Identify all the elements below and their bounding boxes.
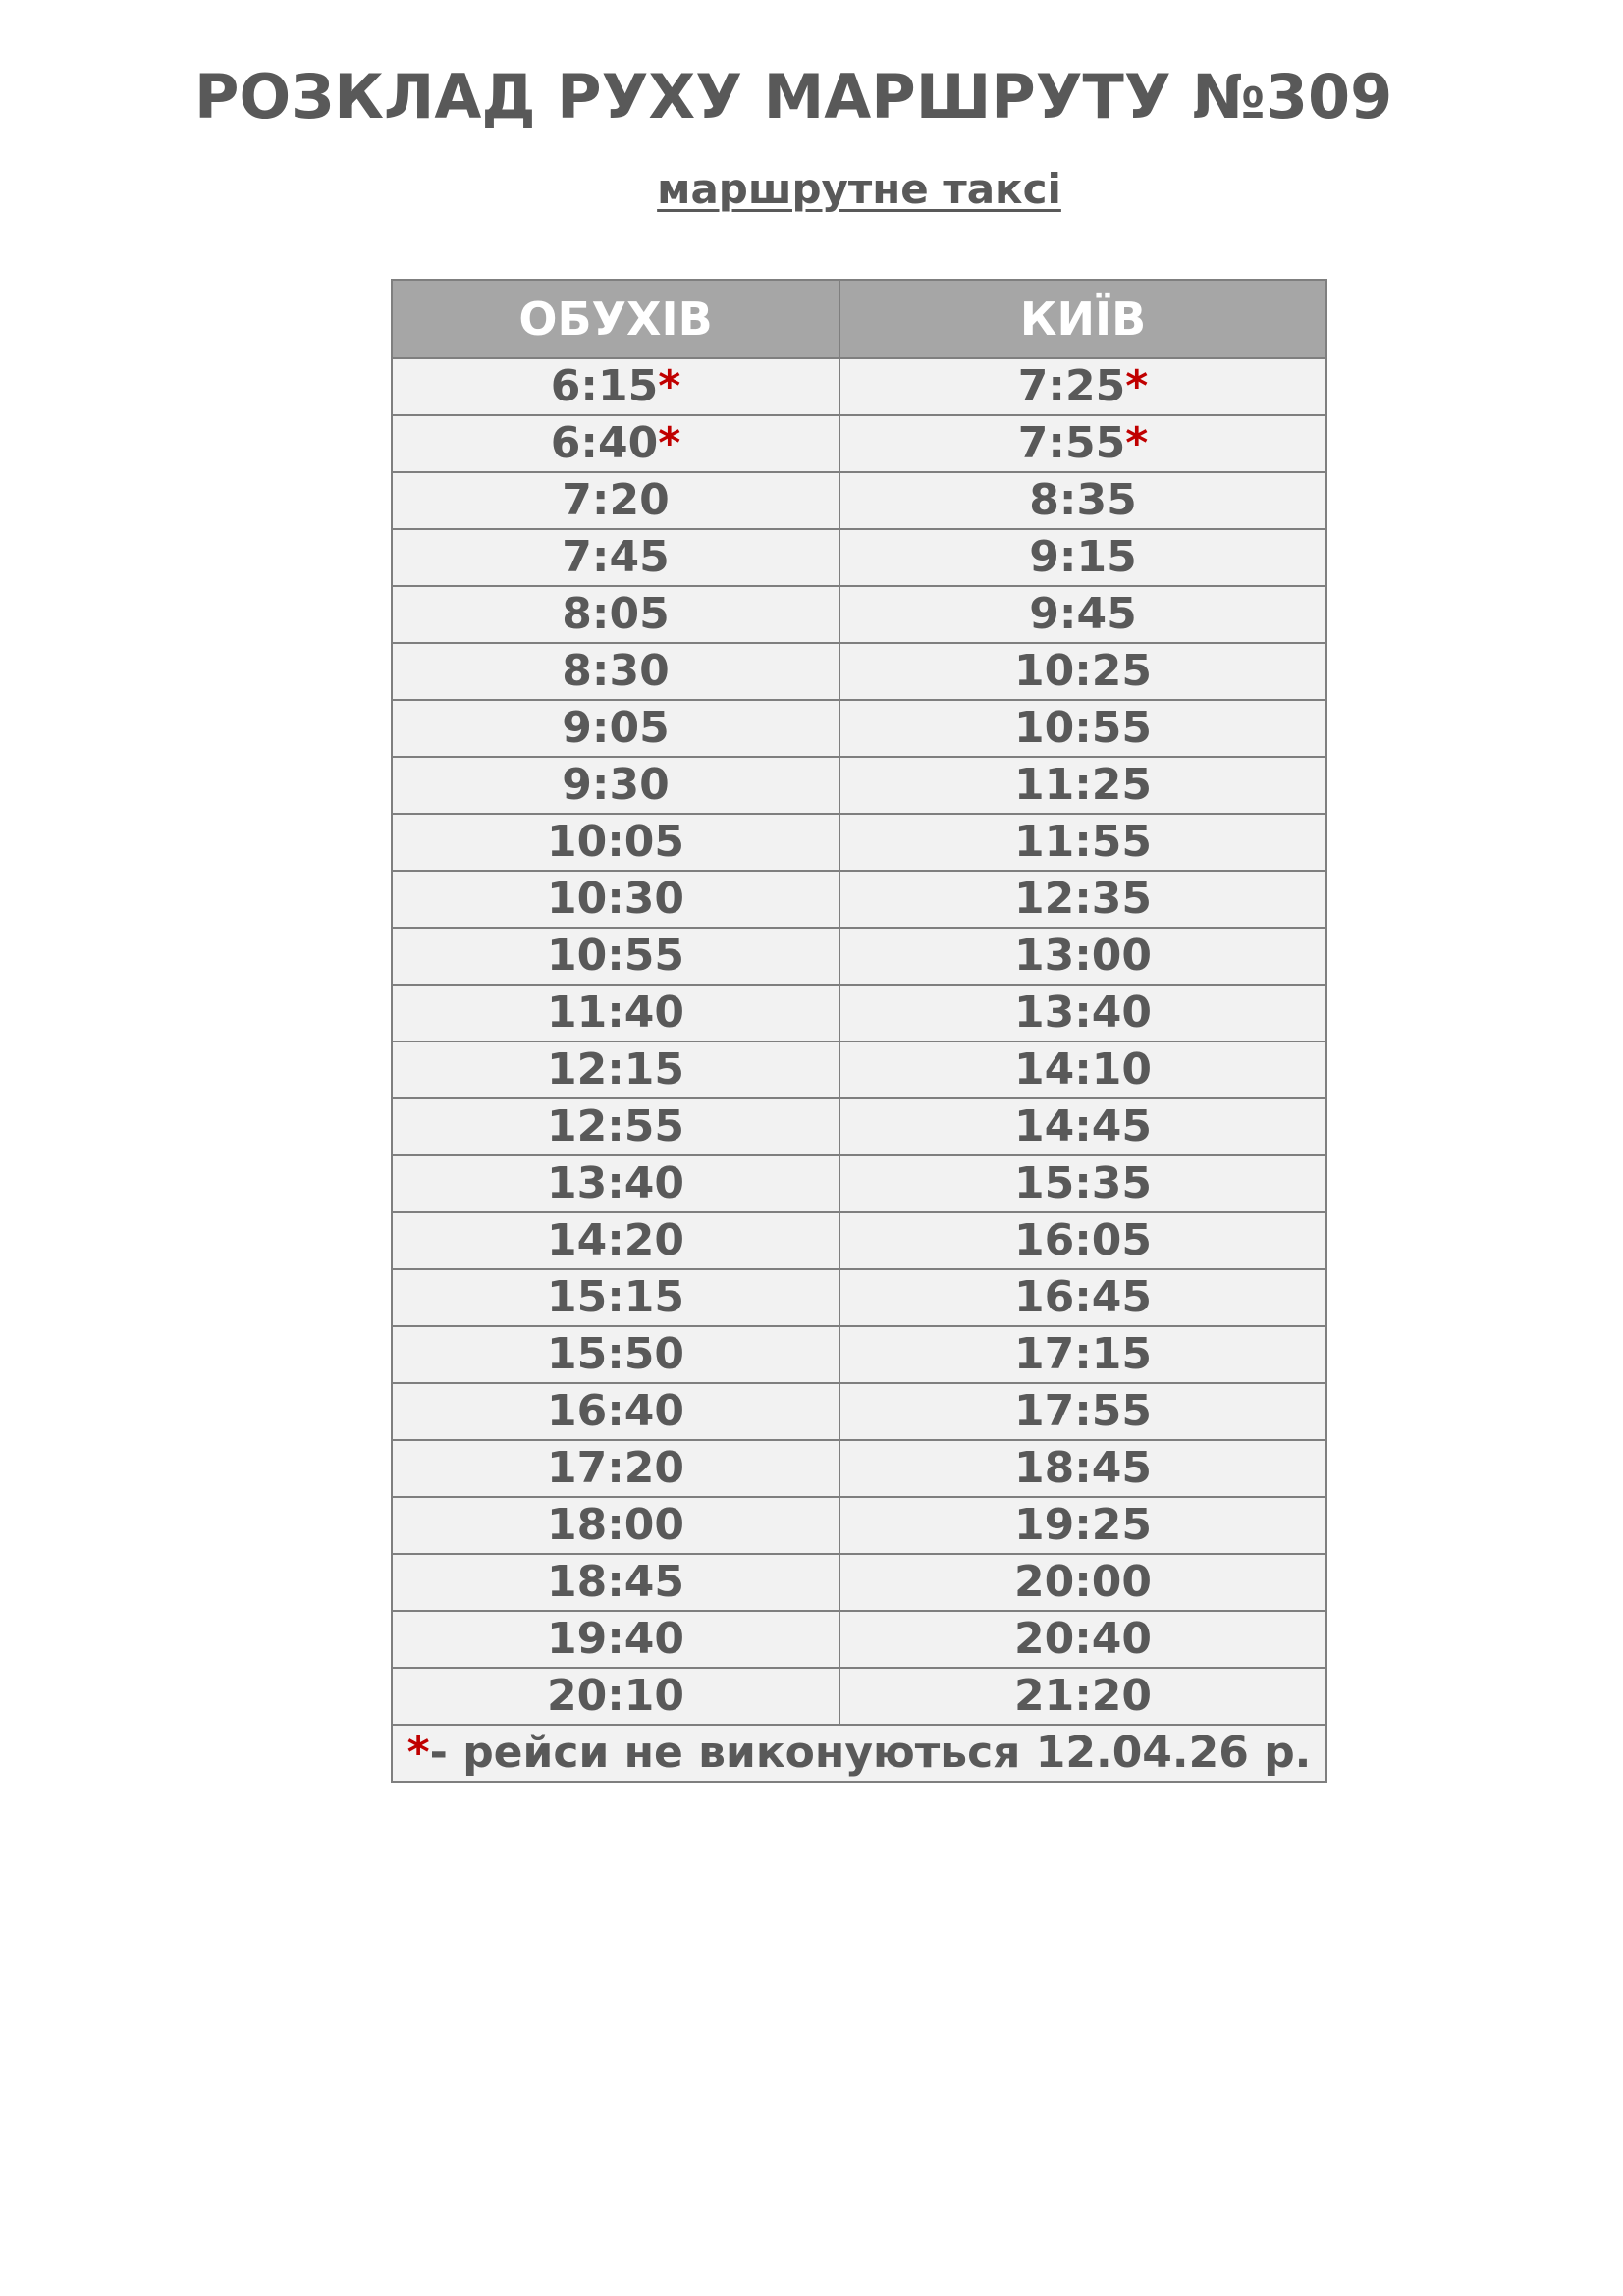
table-row xyxy=(392,1497,1326,1554)
table-row xyxy=(392,814,1326,871)
departure-kyiv-mark: * xyxy=(1125,361,1149,411)
departure-kyiv-cell xyxy=(839,814,1326,871)
departure-obukhiv-cell xyxy=(392,1041,839,1098)
departure-kyiv-time: 16:45 xyxy=(1013,1272,1153,1322)
departure-obukhiv-mark: * xyxy=(658,361,681,411)
departure-obukhiv-time: 16:40 xyxy=(546,1386,685,1436)
departure-obukhiv-time: 18:00 xyxy=(546,1500,685,1550)
table-row xyxy=(392,1554,1326,1611)
departure-kyiv-time: 20:00 xyxy=(1013,1557,1153,1607)
table-row xyxy=(392,700,1326,757)
departure-obukhiv-time: 20:10 xyxy=(546,1671,685,1721)
departure-obukhiv-cell xyxy=(392,1155,839,1212)
departure-obukhiv-cell xyxy=(392,871,839,928)
departure-kyiv-time: 16:05 xyxy=(1013,1215,1153,1265)
departure-obukhiv-time: 10:30 xyxy=(546,874,685,924)
departure-kyiv-cell xyxy=(839,1554,1326,1611)
departure-kyiv-cell xyxy=(839,871,1326,928)
departure-obukhiv-cell xyxy=(392,1440,839,1497)
departure-obukhiv-time: 8:30 xyxy=(562,646,670,696)
table-row xyxy=(392,985,1326,1041)
table-row xyxy=(392,1155,1326,1212)
departure-obukhiv-cell xyxy=(392,529,839,586)
departure-obukhiv-cell xyxy=(392,1611,839,1668)
departure-obukhiv-cell xyxy=(392,1269,839,1326)
departure-obukhiv-time: 15:50 xyxy=(546,1329,685,1379)
departure-kyiv-time: 15:35 xyxy=(1013,1158,1153,1208)
departure-kyiv-cell xyxy=(839,1098,1326,1155)
departure-kyiv-cell xyxy=(839,1611,1326,1668)
departure-obukhiv-time: 13:40 xyxy=(546,1158,685,1208)
departure-obukhiv-time: 11:40 xyxy=(546,988,685,1038)
departure-obukhiv-time: 15:15 xyxy=(546,1272,685,1322)
departure-kyiv-cell xyxy=(839,1041,1326,1098)
table-row xyxy=(392,586,1326,643)
departure-kyiv-cell xyxy=(839,643,1326,700)
table-row xyxy=(392,1326,1326,1383)
departure-kyiv-time: 9:15 xyxy=(1029,532,1137,582)
departure-obukhiv-cell xyxy=(392,928,839,985)
footnote-mark: * xyxy=(406,1728,430,1778)
departure-kyiv-time: 17:15 xyxy=(1013,1329,1153,1379)
departure-kyiv-cell xyxy=(839,529,1326,586)
departure-kyiv-cell xyxy=(839,472,1326,529)
departure-obukhiv-cell xyxy=(392,472,839,529)
table-row xyxy=(392,1098,1326,1155)
departure-kyiv-time: 21:20 xyxy=(1013,1671,1153,1721)
footnote-text: - рейси не виконуються 12.04.26 р. xyxy=(429,1728,1312,1778)
departure-kyiv-cell xyxy=(839,928,1326,985)
departure-obukhiv-cell xyxy=(392,700,839,757)
departure-obukhiv-cell xyxy=(392,415,839,472)
departure-obukhiv-time: 17:20 xyxy=(546,1443,685,1493)
departure-kyiv-cell xyxy=(839,415,1326,472)
departure-obukhiv-cell xyxy=(392,1497,839,1554)
departure-obukhiv-time: 10:55 xyxy=(546,931,685,981)
departure-obukhiv-time: 7:20 xyxy=(562,475,670,525)
departure-kyiv-time: 10:55 xyxy=(1013,703,1153,753)
departure-obukhiv-cell xyxy=(392,358,839,415)
table-row xyxy=(392,1440,1326,1497)
departure-obukhiv-cell xyxy=(392,814,839,871)
departure-kyiv-time: 13:00 xyxy=(1013,931,1153,981)
departure-kyiv-time: 7:55 xyxy=(1017,418,1126,468)
departure-obukhiv-time: 12:15 xyxy=(546,1044,685,1095)
departure-kyiv-cell xyxy=(839,757,1326,814)
departure-kyiv-cell xyxy=(839,358,1326,415)
table-row xyxy=(392,1668,1326,1725)
table-header-row xyxy=(392,280,1326,358)
departure-kyiv-cell xyxy=(839,1497,1326,1554)
departure-kyiv-time: 19:25 xyxy=(1013,1500,1153,1550)
departure-kyiv-cell xyxy=(839,1212,1326,1269)
departure-kyiv-time: 18:45 xyxy=(1013,1443,1153,1493)
departure-obukhiv-cell xyxy=(392,1098,839,1155)
schedule-body xyxy=(392,358,1326,1725)
departure-kyiv-cell xyxy=(839,1383,1326,1440)
table-row xyxy=(392,1269,1326,1326)
departure-kyiv-time: 13:40 xyxy=(1013,988,1153,1038)
departure-obukhiv-time: 6:40 xyxy=(550,418,659,468)
departure-obukhiv-time: 9:05 xyxy=(562,703,670,753)
departure-obukhiv-cell xyxy=(392,757,839,814)
footnote-row xyxy=(392,1725,1326,1782)
departure-kyiv-time: 12:35 xyxy=(1013,874,1153,924)
departure-obukhiv-time: 18:45 xyxy=(546,1557,685,1607)
table-row xyxy=(392,529,1326,586)
table-row xyxy=(392,1212,1326,1269)
table-row xyxy=(392,1611,1326,1668)
departure-kyiv-cell xyxy=(839,1155,1326,1212)
departure-kyiv-cell xyxy=(839,586,1326,643)
table-row xyxy=(392,472,1326,529)
departure-kyiv-cell xyxy=(839,1269,1326,1326)
departure-obukhiv-time: 14:20 xyxy=(546,1215,685,1265)
departure-kyiv-time: 17:55 xyxy=(1013,1386,1153,1436)
departure-kyiv-cell xyxy=(839,1440,1326,1497)
departure-obukhiv-cell xyxy=(392,586,839,643)
schedule-table xyxy=(391,279,1327,1783)
departure-obukhiv-time: 8:05 xyxy=(562,589,670,639)
departure-obukhiv-cell xyxy=(392,643,839,700)
departure-obukhiv-cell xyxy=(392,1383,839,1440)
footnote xyxy=(392,1725,1326,1782)
departure-obukhiv-mark: * xyxy=(658,418,681,468)
departure-obukhiv-cell xyxy=(392,1668,839,1725)
table-row xyxy=(392,757,1326,814)
departure-kyiv-cell xyxy=(839,700,1326,757)
departure-obukhiv-cell xyxy=(392,985,839,1041)
departure-kyiv-time: 20:40 xyxy=(1013,1614,1153,1664)
page-subtitle: маршрутне таксі xyxy=(657,165,1061,213)
departure-obukhiv-cell xyxy=(392,1326,839,1383)
table-row xyxy=(392,1383,1326,1440)
departure-obukhiv-cell xyxy=(392,1554,839,1611)
departure-obukhiv-time: 6:15 xyxy=(550,361,659,411)
table-row xyxy=(392,358,1326,415)
departure-kyiv-time: 7:25 xyxy=(1017,361,1126,411)
departure-obukhiv-time: 7:45 xyxy=(562,532,670,582)
departure-kyiv-cell xyxy=(839,1326,1326,1383)
departure-kyiv-time: 14:45 xyxy=(1013,1101,1153,1151)
departure-kyiv-time: 9:45 xyxy=(1029,589,1137,639)
departure-kyiv-time: 11:55 xyxy=(1013,817,1153,867)
table-row xyxy=(392,928,1326,985)
column-header-obukhiv: ОБУХІВ xyxy=(392,280,839,358)
departure-obukhiv-time: 19:40 xyxy=(546,1614,685,1664)
departure-kyiv-time: 8:35 xyxy=(1029,475,1137,525)
table-row xyxy=(392,643,1326,700)
departure-kyiv-time: 10:25 xyxy=(1013,646,1153,696)
departure-obukhiv-time: 9:30 xyxy=(562,760,670,810)
departure-obukhiv-time: 10:05 xyxy=(546,817,685,867)
departure-obukhiv-time: 12:55 xyxy=(546,1101,685,1151)
departure-kyiv-time: 11:25 xyxy=(1013,760,1153,810)
departure-kyiv-time: 14:10 xyxy=(1013,1044,1153,1095)
departure-kyiv-cell xyxy=(839,985,1326,1041)
departure-kyiv-cell xyxy=(839,1668,1326,1725)
departure-obukhiv-cell xyxy=(392,1212,839,1269)
departure-kyiv-mark: * xyxy=(1125,418,1149,468)
table-row xyxy=(392,1041,1326,1098)
column-header-kyiv: КИЇВ xyxy=(839,280,1326,358)
table-row xyxy=(392,871,1326,928)
page-title: РОЗКЛАД РУХУ МАРШРУТУ №309 xyxy=(194,61,1393,133)
table-row xyxy=(392,415,1326,472)
